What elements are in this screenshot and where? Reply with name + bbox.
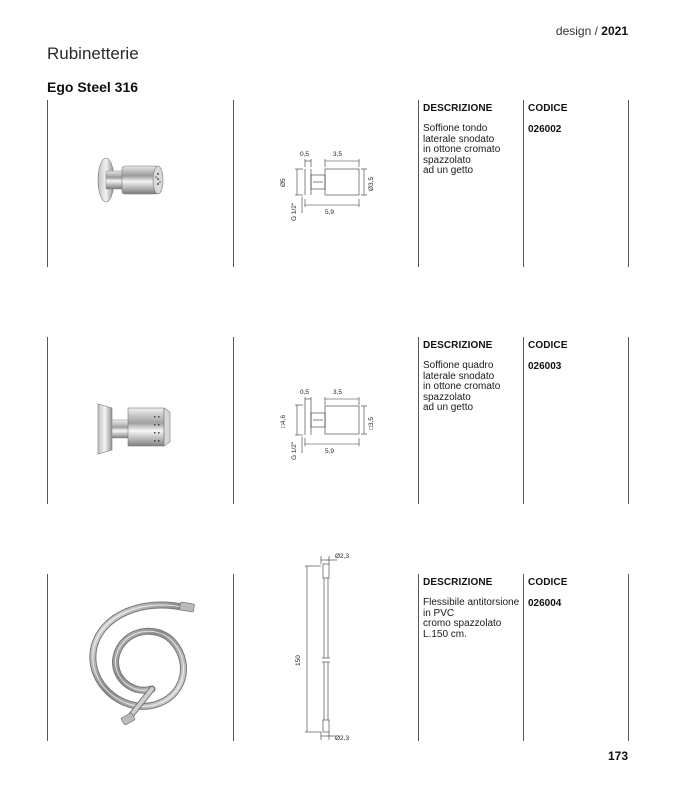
description-line: ad un getto xyxy=(423,165,474,176)
description-line: L.150 cm. xyxy=(423,628,467,640)
dim-label: Ø2,3 xyxy=(335,735,350,742)
description-line: laterale snodato xyxy=(423,133,495,145)
technical-drawing xyxy=(275,383,375,463)
description-text xyxy=(423,598,523,640)
description-line: laterale snodato xyxy=(423,370,495,382)
divider xyxy=(523,574,524,741)
technical-drawing xyxy=(275,145,375,225)
description-line: Soffione tondo xyxy=(423,123,488,134)
product-code: 026002 xyxy=(528,124,562,135)
description-line: spazzolato xyxy=(423,391,471,403)
divider xyxy=(233,100,234,267)
series-title: Ego Steel 316 xyxy=(47,79,139,95)
description-line: Soffione quadro xyxy=(423,360,494,371)
dim-label: Ø3,5 xyxy=(368,176,375,191)
dim-label: 150 xyxy=(295,655,302,666)
round-shower-head-image xyxy=(92,152,172,208)
brand-header xyxy=(556,24,628,38)
code-heading: CODICE xyxy=(528,340,568,351)
divider xyxy=(233,574,234,741)
square-shower-head-image xyxy=(92,398,176,458)
technical-drawing xyxy=(285,548,365,748)
divider xyxy=(418,574,419,741)
dim-label: 3,5 xyxy=(333,389,343,396)
divider xyxy=(523,337,524,504)
section-title: Rubinetterie xyxy=(47,44,139,63)
description-line: spazzolato xyxy=(423,154,471,166)
description-text xyxy=(423,124,523,177)
description-line: Flessibile antitorsione xyxy=(423,597,520,608)
divider xyxy=(47,100,48,267)
code-heading: CODICE xyxy=(528,103,568,114)
code-heading: CODICE xyxy=(528,577,568,588)
dim-label: Ø2,3 xyxy=(335,553,350,560)
product-code: 026004 xyxy=(528,598,562,609)
description-line: in ottone cromato xyxy=(423,144,501,155)
divider xyxy=(47,574,48,741)
product-code: 026003 xyxy=(528,361,562,372)
divider xyxy=(628,574,629,741)
description-heading: DESCRIZIONE xyxy=(423,103,493,114)
dim-label: 0,5 xyxy=(300,151,310,158)
divider xyxy=(47,337,48,504)
dim-label: □3,5 xyxy=(368,417,375,430)
description-line: in PVC xyxy=(423,607,455,619)
dim-label: 3,5 xyxy=(333,151,343,158)
dim-label: 5,9 xyxy=(325,448,335,455)
divider xyxy=(523,100,524,267)
dim-label: 5,9 xyxy=(325,209,335,216)
description-line: cromo spazzolato xyxy=(423,618,502,629)
description-heading: DESCRIZIONE xyxy=(423,577,493,588)
page-number: 173 xyxy=(607,749,628,763)
dim-label: Ø5 xyxy=(280,178,287,187)
brand-prefix: design / xyxy=(555,24,602,38)
divider xyxy=(628,100,629,267)
dim-label: G 1/2" xyxy=(291,441,298,460)
divider xyxy=(628,337,629,504)
dim-label: 0,5 xyxy=(300,389,310,396)
dim-label: □4,6 xyxy=(280,415,287,428)
divider xyxy=(233,337,234,504)
description-line: in ottone cromato xyxy=(423,381,501,392)
flexible-hose-image xyxy=(82,595,202,725)
description-line: ad un getto xyxy=(423,402,474,413)
divider xyxy=(418,337,419,504)
description-text xyxy=(423,361,523,414)
brand-year: 2021 xyxy=(601,24,628,38)
dim-label: G 1/2" xyxy=(291,202,298,221)
divider xyxy=(418,100,419,267)
description-heading: DESCRIZIONE xyxy=(423,340,493,351)
